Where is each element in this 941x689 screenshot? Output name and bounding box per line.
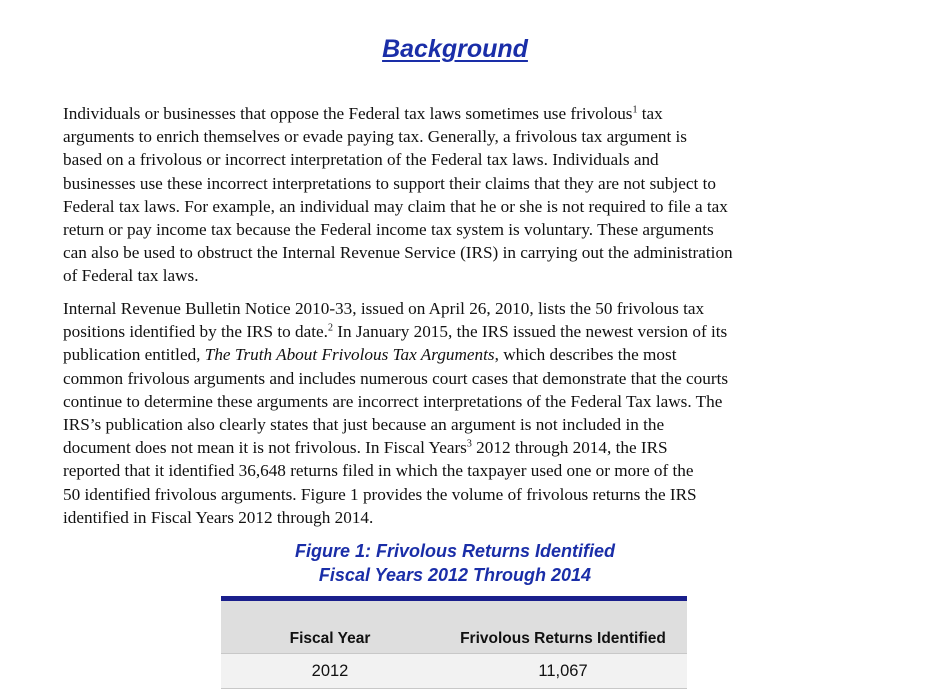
text-line: Individuals or businesses that oppose the Federal tax laws sometimes use frivolous$^1$ tax (63, 104, 663, 123)
cell-fiscal-year: 2012 (311, 661, 349, 680)
footnote-ref-2[interactable]: 2 (327, 322, 333, 334)
text-line: Federal tax laws. For example, an individual may claim that he or she is not required to file a tax (63, 196, 728, 216)
text-line: reported that it identified 36,648 returns filed in which the taxpayer used one or more of the (63, 461, 694, 481)
publication-title: The Truth About Frivolous Tax Arguments (204, 345, 495, 365)
figure-title-line-1: Figure 1: Frivolous Returns Identified (294, 541, 616, 561)
header-fiscal-year: Fiscal Year (289, 630, 371, 647)
text-line: businesses use these incorrect interpretations to support their claims that they are not subject to (63, 173, 716, 193)
text-line: publication entitled, The Truth About Frivolous Tax Arguments, which describes the most (63, 345, 677, 365)
paragraph-notice (63, 297, 853, 529)
table-row (221, 653, 687, 689)
text-line: IRS’s publication also clearly states that just because an argument is not included in the (63, 415, 665, 435)
header-frivolous-returns: Frivolous Returns Identified (460, 630, 666, 647)
text-line: common frivolous arguments and includes numerous court cases that demonstrate that the courts (63, 368, 729, 388)
text-line: positions identified by the IRS to date.$^2$ In January 2015, the IRS issued the newest version of its (63, 322, 728, 342)
text-line: identified in Fiscal Years 2012 through 2014. (63, 507, 374, 527)
footnote-ref-1[interactable]: 1 (632, 104, 638, 116)
text-line: arguments to enrich themselves or evade paying tax. Generally, a frivolous tax argument is (63, 127, 687, 147)
footnote-ref-3[interactable]: 3 (466, 438, 472, 450)
paragraph-intro (63, 102, 853, 288)
text-line: 50 identified frivolous arguments. Figure 1 provides the volume of frivolous returns the IRS (63, 484, 697, 504)
text-line: Internal Revenue Bulletin Notice 2010-33, issued on April 26, 2010, lists the 50 frivolous tax (63, 299, 705, 318)
figure-title (0, 539, 910, 587)
text-line: return or pay income tax because the Federal income tax system is voluntary. These arguments (63, 220, 714, 240)
figure-title-line-2: Fiscal Years 2012 Through 2014 (318, 565, 592, 585)
section-heading: Background (382, 35, 528, 63)
text-line: document does not mean it is not frivolous. In Fiscal Years$^3$ 2012 through 2014, the IRS (63, 438, 668, 458)
text-line: continue to determine these arguments are incorrect interpretations of the Federal Tax laws. The (63, 391, 723, 411)
frivolous-returns-table (221, 596, 687, 689)
text-line: based on a frivolous or incorrect interpretation of the Federal tax laws. Individuals and (63, 150, 659, 170)
table-header-row (221, 601, 687, 653)
cell-returns-identified: 11,067 (538, 661, 588, 680)
text-line: can also be used to obstruct the Internal Revenue Service (IRS) in carrying out the administration (63, 243, 733, 263)
text-line: of Federal tax laws. (63, 266, 199, 286)
